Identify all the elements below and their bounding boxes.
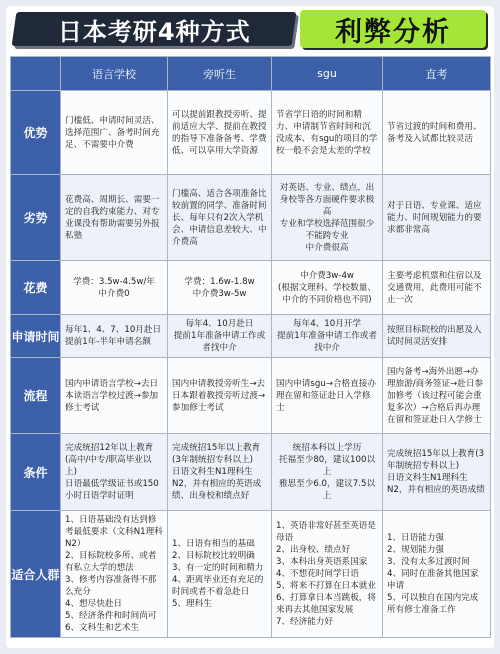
table-row-application-time: [11, 315, 491, 358]
column-header-auditing-student: 旁听生: [168, 57, 272, 91]
table-cell: 国内申请语言学校→去日本读语言学校过渡→参加修士考试: [61, 358, 168, 434]
table-cell: 花费高、周期长、需要一定的自我约束能力、对专业课没有帮助需要另外报私塾: [61, 175, 168, 261]
table-cell: 1、日语能力强 2、规划能力强 3、没有太多过渡时间 4、同时在准备其他国家申请 5、可以独自在国内完成所有修士准备工作: [383, 511, 491, 638]
column-header-direct-exam: 直考: [383, 57, 491, 91]
comparison-table-wrapper: [10, 56, 490, 638]
table-row-suitable-for: [11, 511, 491, 638]
row-label-requirements: 条件: [11, 434, 61, 511]
header-corner: [11, 57, 61, 91]
table-row-cost: [11, 261, 491, 315]
table-cell: 国内备考→海外出愿→办理旅游/商务签证→赴日参加修考（该过程可能会重复多次）→合格后再办理在留和签证赴日入学修士: [383, 358, 491, 434]
table-cell: 学费：3.5w-4.5w/年 中介费0: [61, 261, 168, 315]
header-row: [11, 57, 491, 91]
table-cell: 1、日语基础没有达到修考最低要求（文科N1理科N2） 2、目标院校多所、或者有私立大学的想法 3、修考内容准备得不那么充分 4、想尽快赴日 5、经济条件和时间尚可 6、文科生和艺术生: [61, 511, 168, 638]
table-row-process: [11, 358, 491, 434]
table-cell: 每年4、10月赴日 提前1年准备申请工作或者找中介: [168, 315, 272, 358]
table-cell: 可以提前跟教授旁听、提前适应大学、提前在教授的指导下准备备考、学费低、可以享用大学资源: [168, 91, 272, 175]
row-label-advantages: 优势: [11, 91, 61, 175]
table-cell: 学费：1.6w-1.8w 中介费3w-5w: [168, 261, 272, 315]
table-cell: 统招本科以上学历 托福至少80，建议100以上 雅思至少6.0，建议7.5以上: [272, 434, 383, 511]
table-cell: 对于日语、专业课、适应能力、时间规划能力的要求都非常高: [383, 175, 491, 261]
table-cell: 1、英语非常好甚至英语是母语 2、出身校、绩点好 3、本科出身英语系国家 4、不想花时间学日语 5、将来不打算在日本就业 6、打算拿日本当跳板，将来再去其他国家发展 7、经济能力好: [272, 511, 383, 638]
table-cell: 完成统招15年以上教育(3年制统招专科以上) 日语文科生N1理科生N2，并有相应的英语成绩: [383, 434, 491, 511]
table-cell: 门槛低、申请时间灵活、选择范围广、备考时间充足、不需要中介费: [61, 91, 168, 175]
row-label-suitable-for: 适合人群: [11, 511, 61, 638]
table-row-advantages: [11, 91, 491, 175]
table-row-requirements: [11, 434, 491, 511]
table-cell: 主要考虑机票和住宿以及交通费用，此费用可能不止一次: [383, 261, 491, 315]
table-cell: 完成统招12年以上教育(高中/中专/职高毕业以上) 日语最低学级证书或150小时日语学时证明: [61, 434, 168, 511]
column-header-language-school: 语言学校: [61, 57, 168, 91]
column-header-sgu: sgu: [272, 57, 383, 91]
comparison-table: [10, 56, 491, 638]
table-cell: 国内申请sgu→合格直接办理在留和签证赴日入学修士: [272, 358, 383, 434]
row-label-application-time: 申请时间: [11, 315, 61, 358]
table-row-disadvantages: [11, 175, 491, 261]
table-cell: 节省学日语的时间和精力、申请制节省时间和沉没成本、有sgu的项目的学校一般不会是太差的学校: [272, 91, 383, 175]
row-label-process: 流程: [11, 358, 61, 434]
table-cell: 1、日语有相当的基础 2、目标院校比较明确 3、有一定的时间和精力 4、距离毕业还有充足的时间或者不着急赴日 5、理科生: [168, 511, 272, 638]
title-main: 日本考研4种方式: [12, 12, 297, 46]
table-cell: 节省过渡的时间和费用、备考及入试都比较灵活: [383, 91, 491, 175]
table-cell: 门槛高、适合各项准备比较前置的同学、准备时间长、每年只有2次入学机会、申请信息差较大、中介费高: [168, 175, 272, 261]
row-label-cost: 花费: [11, 261, 61, 315]
table-cell: 国内申请教授旁听生→去日本跟着教授旁听过渡→参加修士考试: [168, 358, 272, 434]
table-cell: 中介费3w-4w (根据文理科、学校数量、中介的不同价格也不同): [272, 261, 383, 315]
title-banner: [14, 10, 486, 48]
table-cell: 完成统招15年以上教育(3年制统招专科以上) 日语文科生N1理科生N2，并有相应的英语成绩、出身校和绩点好: [168, 434, 272, 511]
row-label-disadvantages: 劣势: [11, 175, 61, 261]
table-cell: 对英语、专业、绩点、出身校等各方面硬件要求极高 专业和学校选择范围很少不能跨专业 中介费很高: [272, 175, 383, 261]
table-cell: 按照目标院校的出愿及入试时间灵活安排: [383, 315, 491, 358]
table-cell: 每年1、4、7、10月赴日提前1年-半年申请名额: [61, 315, 168, 358]
title-highlight: 利弊分析: [300, 10, 486, 48]
table-cell: 每年4、10月开学 提前1年准备申请工作或者找中介: [272, 315, 383, 358]
